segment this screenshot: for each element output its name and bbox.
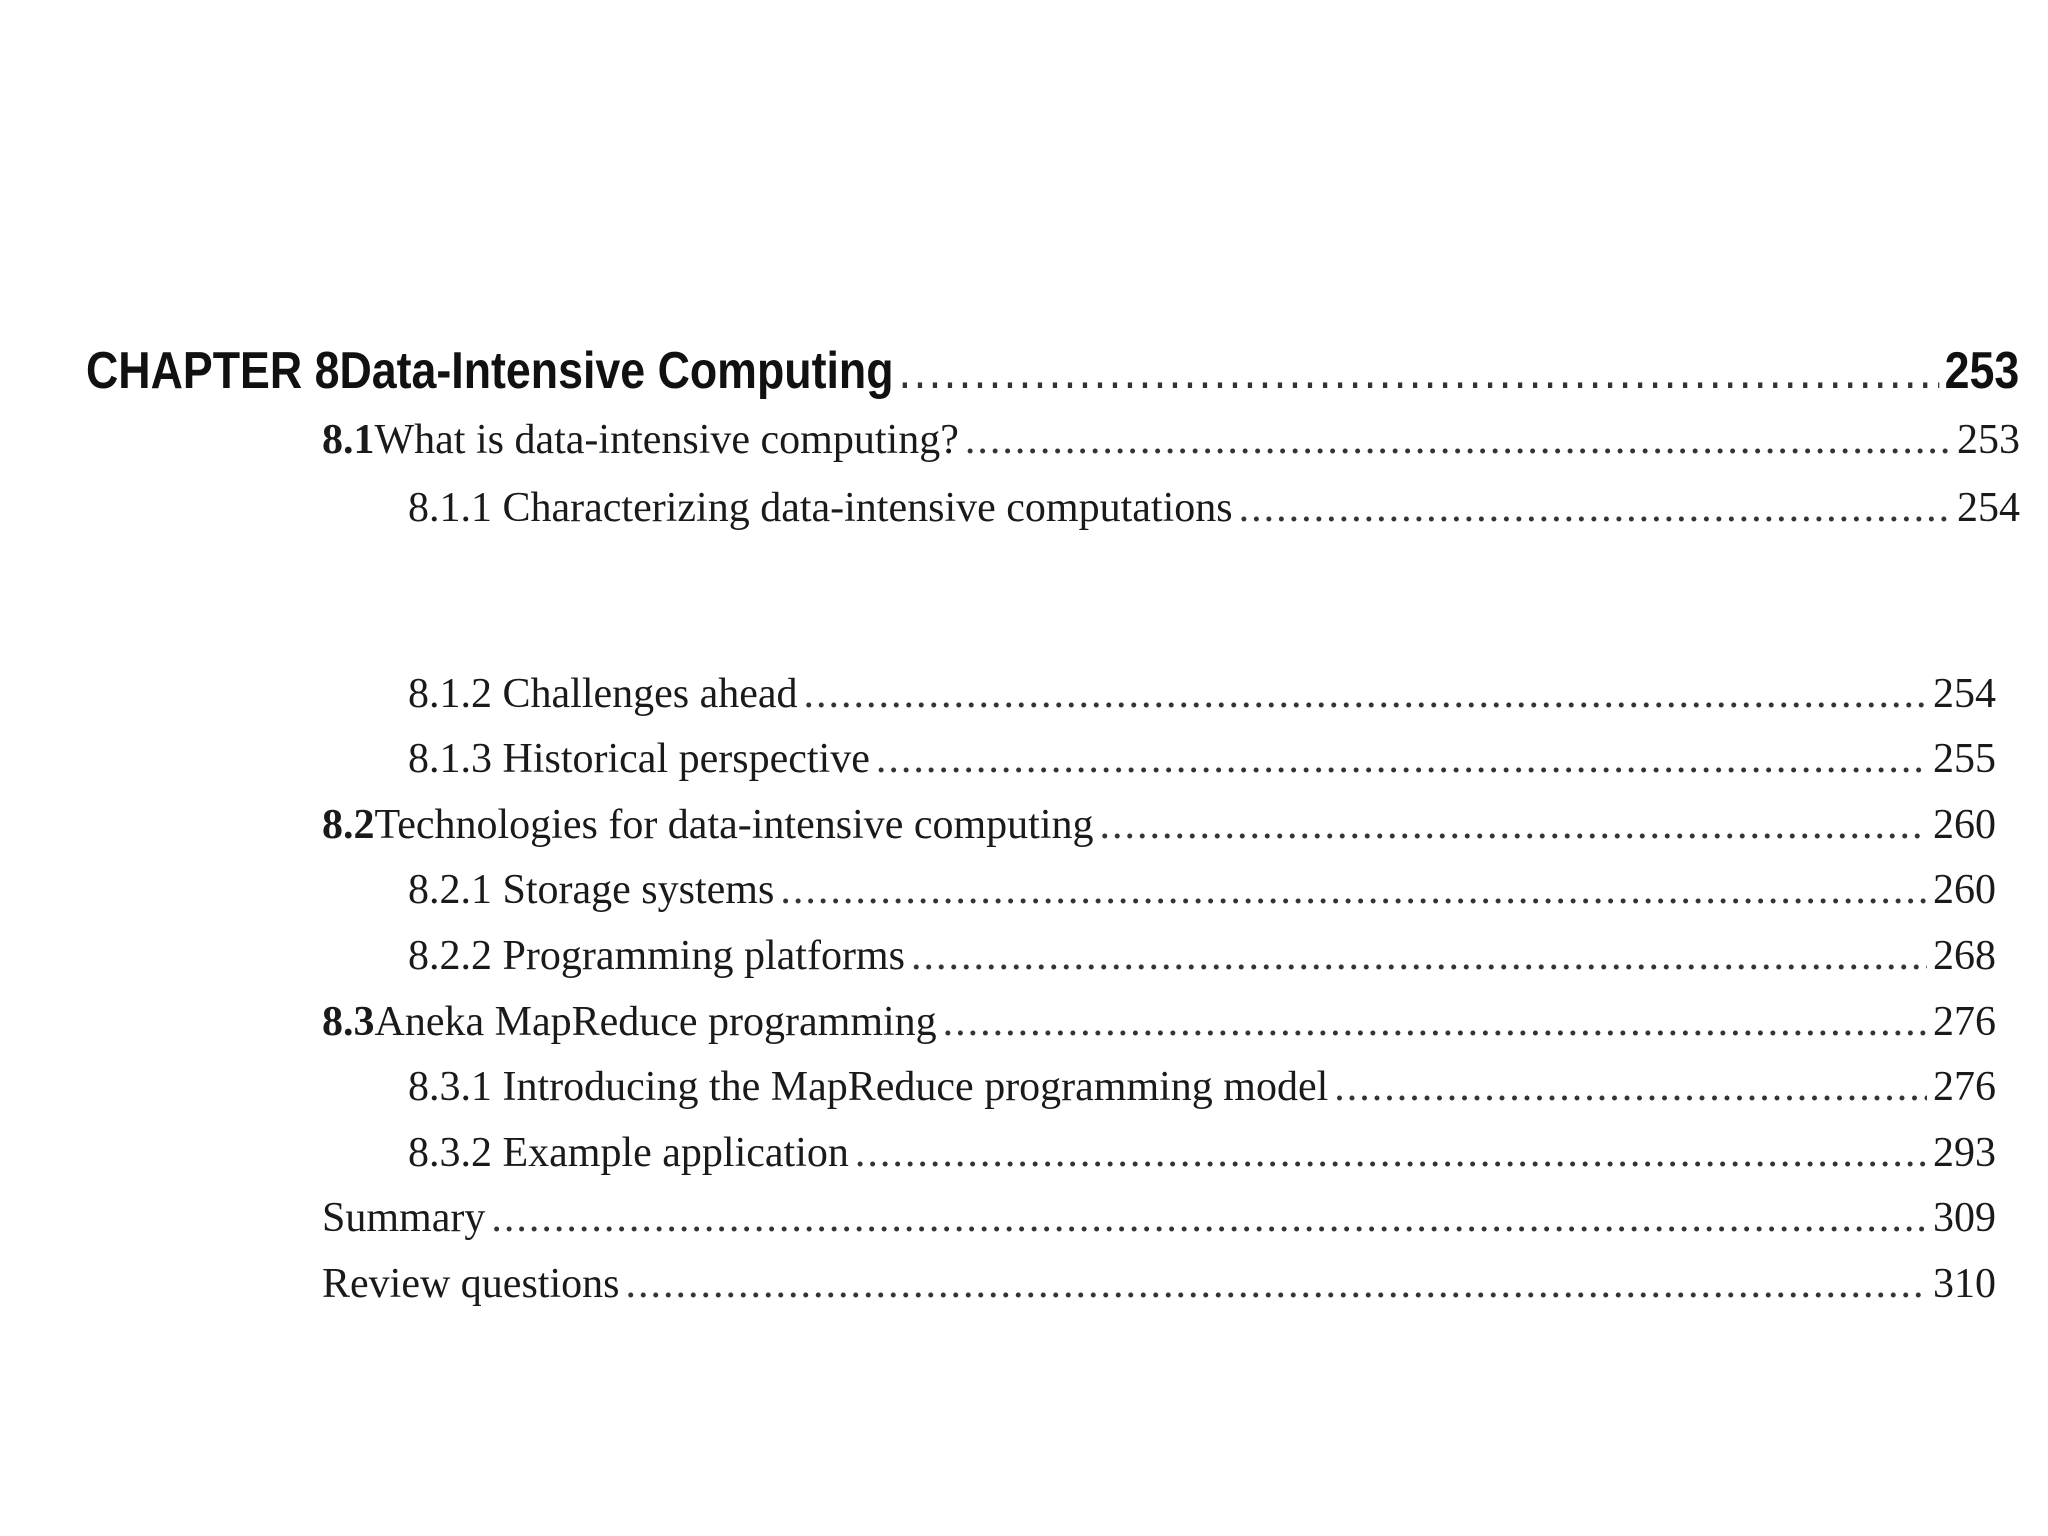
section-number: 8.2 [322,802,375,848]
section-title: Summary [322,1195,486,1241]
dot-leader [965,414,1951,466]
dot-leader [899,340,1940,402]
section-number: 8.1 [322,417,375,463]
dot-leader [911,930,1927,982]
toc-entry-8-2-1 [408,864,1996,916]
subsection-title: 8.3.2 Example application [408,1130,849,1176]
section-number: 8.3 [322,999,375,1045]
page-number: 268 [1933,933,1996,979]
dot-leader [1239,482,1951,534]
subsection-title: 8.2.1 Storage systems [408,867,775,913]
page-number: 310 [1933,1261,1996,1307]
section-title: Review questions [322,1261,620,1307]
subsection-title: 8.2.2 Programming platforms [408,933,905,979]
toc-entry-8-1-3 [408,733,1996,785]
toc-entry-8-3-1 [408,1061,1996,1113]
toc-entry-8-3-2 [408,1127,1996,1179]
dot-leader [780,864,1927,916]
page-number: 276 [1933,1064,1996,1110]
dot-leader [1334,1061,1927,1113]
section-title: What is data-intensive computing? [374,417,959,463]
toc-entry-8-1 [322,414,2020,466]
page-number: 255 [1933,736,1996,782]
dot-leader [876,733,1927,785]
chapter-title: Data-Intensive Computing [339,342,894,400]
chapter-label: CHAPTER 8 [86,342,340,400]
subsection-title: 8.1.2 Challenges ahead [408,671,798,717]
subsection-title: 8.1.3 Historical perspective [408,736,870,782]
section-title: Aneka MapReduce programming [374,999,937,1045]
subsection-title: 8.3.1 Introducing the MapReduce programming model [408,1064,1329,1110]
dot-leader [804,668,1927,720]
toc-entry-8-1-1 [408,482,2020,534]
toc-entry-8-3 [322,996,1996,1048]
page-number: 309 [1933,1195,1996,1241]
page-number: 254 [1933,671,1996,717]
toc-entry-8-2 [322,799,1996,851]
chapter-page-number: 253 [1944,342,2020,400]
toc-entry-8-1-2 [408,668,1996,720]
toc-entry-review-questions [322,1258,1996,1310]
page-number: 254 [1957,485,2020,531]
page-number: 253 [1957,417,2020,463]
dot-leader [855,1127,1927,1179]
dot-leader [491,1192,1927,1244]
page-number: 293 [1933,1130,1996,1176]
chapter-heading [86,340,2019,402]
page-number: 260 [1933,867,1996,913]
dot-leader [625,1258,1927,1310]
dot-leader [943,996,1927,1048]
dot-leader [1100,799,1927,851]
toc-entry-summary [322,1192,1996,1244]
toc-entry-8-2-2 [408,930,1996,982]
page-number: 260 [1933,802,1996,848]
subsection-title: 8.1.1 Characterizing data-intensive computations [408,485,1233,531]
section-title: Technologies for data-intensive computing [374,802,1094,848]
page-number: 276 [1933,999,1996,1045]
